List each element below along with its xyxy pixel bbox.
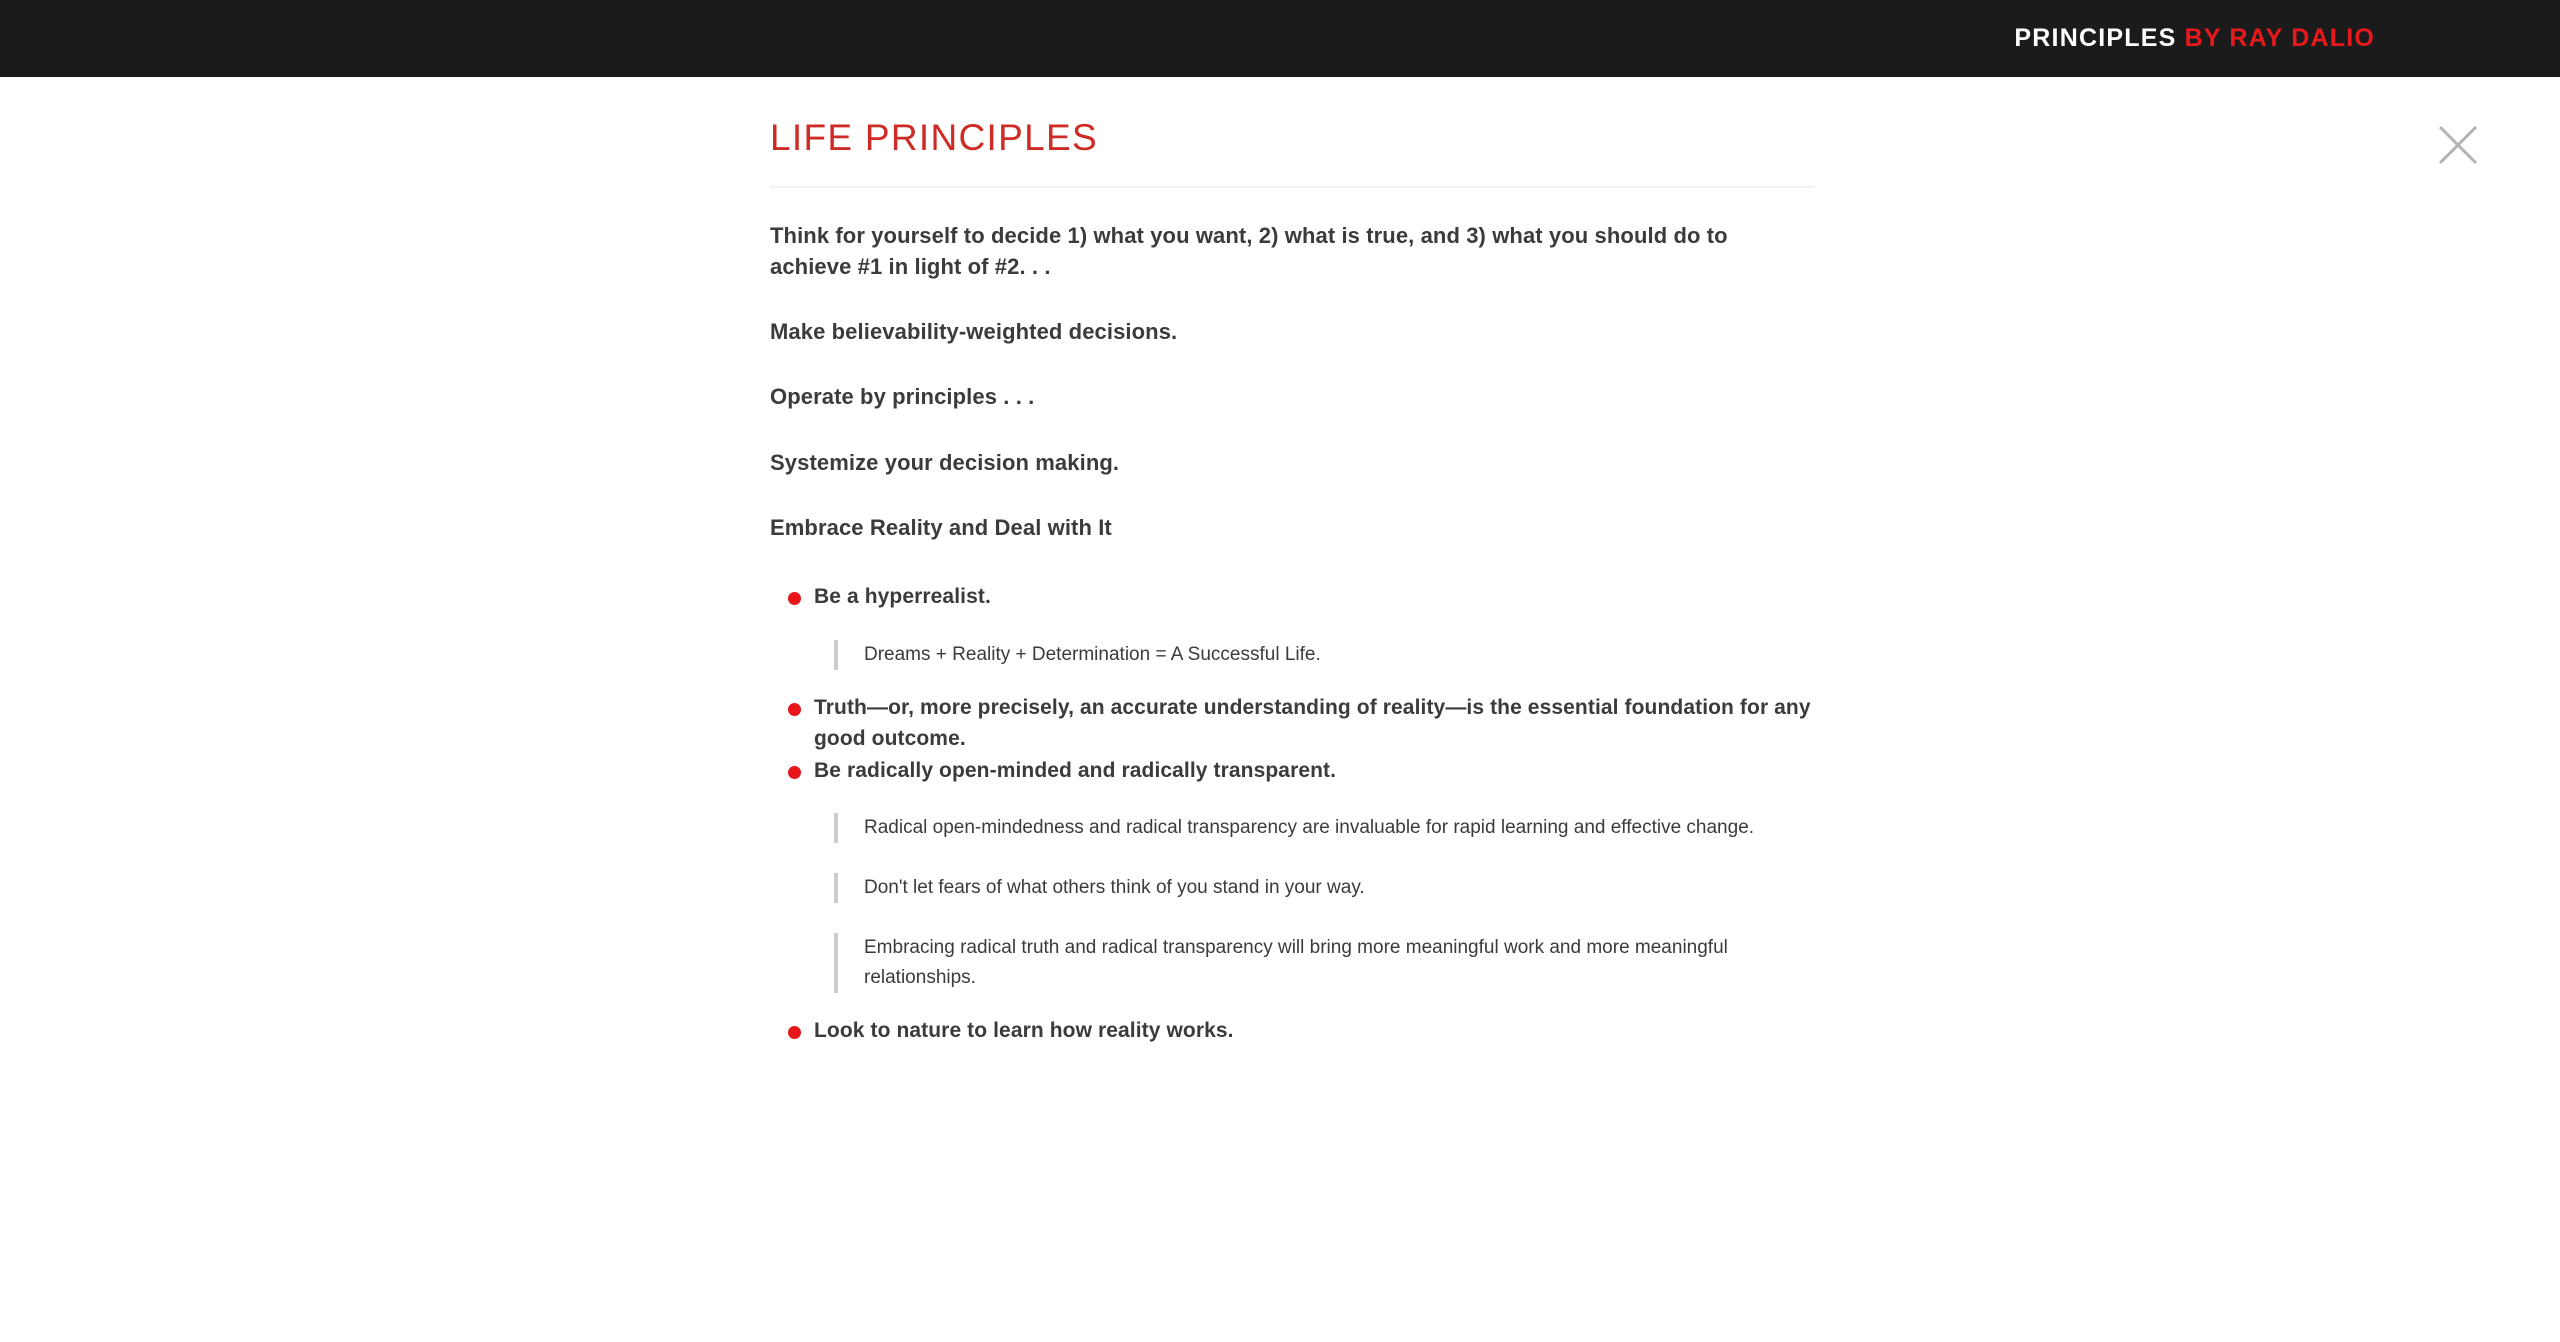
list-item[interactable] (770, 1015, 1815, 1047)
close-x-icon (2434, 121, 2482, 169)
list-item[interactable] (770, 581, 1815, 692)
quote-block: Dreams + Reality + Determination = A Successful Life. (834, 640, 1794, 670)
brand-logo[interactable] (2014, 24, 2375, 53)
lead-statement-5: Embrace Reality and Deal with It (770, 514, 1112, 540)
quote-group (814, 640, 1815, 692)
bullet-label: Look to nature to learn how reality works. (814, 1019, 1234, 1043)
close-button[interactable] (2434, 121, 2482, 169)
lead-statement-2: Make believability-weighted decisions. (770, 319, 1178, 345)
list-item[interactable] (770, 755, 1815, 1016)
page-title: LIFE PRINCIPLES (770, 117, 1098, 158)
bullet-label: Be a hyperrealist. (814, 585, 991, 609)
quote-block: Embracing radical truth and radical transparency will bring more meaningful work and more meaningful relationships. (834, 933, 1794, 993)
document-content (770, 77, 1815, 1047)
quote-group (814, 813, 1815, 1015)
brand-secondary-text: BY RAY DALIO (2184, 24, 2375, 52)
list-item[interactable] (770, 692, 1815, 755)
lead-statement-4: Systemize your decision making. (770, 449, 1120, 475)
title-divider (770, 186, 1815, 188)
bullet-dot-icon (788, 1026, 801, 1039)
document-page (0, 77, 2560, 1342)
quote-block: Don't let fears of what others think of you stand in your way. (834, 873, 1794, 903)
brand-primary-text: PRINCIPLES (2014, 24, 2177, 52)
app-header (0, 0, 2560, 77)
bullet-dot-icon (788, 703, 801, 716)
bullet-label: Be radically open-minded and radically transparent. (814, 758, 1337, 782)
bullet-dot-icon (788, 592, 801, 605)
lead-statement-3: Operate by principles . . . (770, 384, 1035, 410)
principles-list (770, 581, 1815, 1047)
quote-block: Radical open-mindedness and radical transparency are invaluable for rapid learning and effective change. (834, 813, 1794, 843)
lead-statement-1: Think for yourself to decide 1) what you want, 2) what is true, and 3) what you should do to achieve #1 in light of #2. . . (770, 222, 1728, 279)
bullet-dot-icon (788, 766, 801, 779)
bullet-label: Truth—or, more precisely, an accurate understanding of reality—is the essential foundation for any good outcome. (814, 695, 1811, 751)
